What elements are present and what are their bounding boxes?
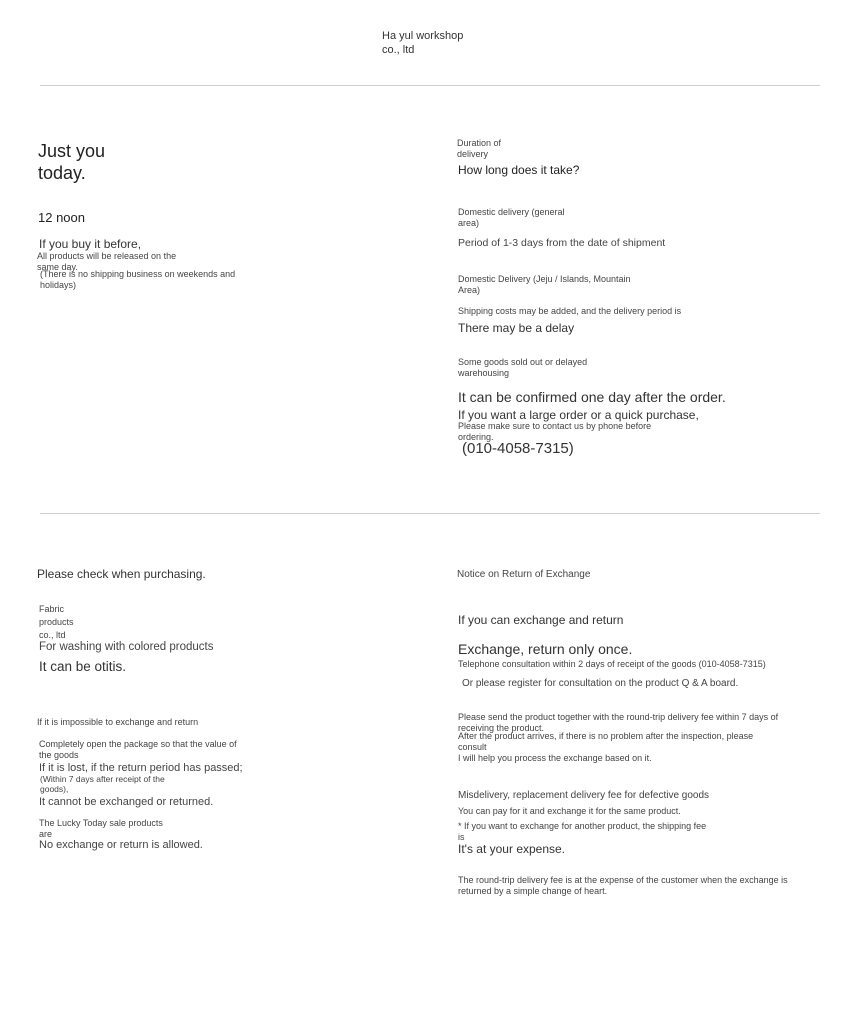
jeju-area-line2: Area)	[458, 285, 481, 295]
no-shipping-line1: (There is no shipping business on weekends and	[40, 269, 236, 279]
buy-before-text: If you buy it before,	[39, 237, 142, 251]
delivery-title-line2: today.	[38, 163, 86, 183]
jeju-area-label	[458, 274, 631, 296]
contact-note-line1: Please make sure to contact us by phone before	[458, 421, 652, 431]
washing-note: For washing with colored products	[39, 641, 214, 653]
divider-top	[40, 85, 820, 86]
no-shipping-note	[40, 269, 235, 291]
soldout-line2: warehousing	[458, 368, 510, 378]
impossible-title: If it is impossible to exchange and return	[37, 717, 199, 727]
pay-note: You can pay for it and exchange it for the same product.	[458, 806, 681, 816]
send-line2: receiving the product.	[458, 723, 545, 733]
fabric-line1: Fabric	[39, 604, 65, 614]
roundtrip-line1: The round-trip delivery fee is at the expense of the customer when the exchange is	[458, 875, 788, 885]
no-shipping-line2: holidays)	[40, 280, 77, 290]
soldout-line1: Some goods sold out or delayed	[458, 357, 588, 367]
company-name-line1: Ha yul workshop	[382, 30, 464, 42]
jeju-delay-note: There may be a delay	[458, 321, 575, 335]
fabric-line2: products	[39, 617, 74, 627]
arrives-line1: After the product arrives, if there is no problem after the inspection, please	[458, 731, 754, 741]
purchase-title: Please check when purchasing.	[37, 567, 206, 581]
another-product-line1: * If you want to exchange for another product, the shipping fee	[458, 821, 707, 831]
telephone-note: Telephone consultation within 2 days of receipt of the goods (010-4058-7315)	[458, 659, 766, 669]
another-product-line2: is	[458, 832, 465, 842]
another-product-note	[458, 821, 706, 843]
delivery-title	[38, 140, 105, 184]
within-line2: goods),	[40, 784, 69, 794]
arrives-note	[458, 731, 753, 753]
cutoff-time: 12 noon	[38, 210, 85, 225]
roundtrip-note	[458, 875, 788, 897]
lucky-line2: are	[39, 829, 53, 839]
general-area-label	[458, 207, 565, 229]
general-area-line2: area)	[458, 218, 480, 228]
roundtrip-line2: returned by a simple change of heart.	[458, 886, 608, 896]
fabric-label	[39, 603, 74, 642]
duration-label-line1: Duration of	[457, 138, 502, 148]
arrives-line2: consult	[458, 742, 487, 752]
delivery-title-line1: Just you	[38, 141, 106, 161]
large-order-note: If you want a large order or a quick purchase,	[458, 408, 699, 422]
open-package-line1: Completely open the package so that the value of	[39, 739, 237, 749]
exchange-title: Notice on Return of Exchange	[457, 569, 591, 580]
duration-label-line2: delivery	[457, 149, 489, 159]
lucky-line1: The Lucky Today sale products	[39, 818, 163, 828]
otitis-note: It can be otitis.	[39, 659, 127, 674]
can-exchange-title: If you can exchange and return	[458, 613, 624, 627]
release-note-line2: same day.	[37, 262, 78, 272]
exchange-once: Exchange, return only once.	[458, 641, 633, 657]
delivery-question: How long does it take?	[458, 163, 580, 177]
help-note: I will help you process the exchange based on it.	[458, 753, 652, 763]
general-period: Period of 1-3 days from the date of shipment	[458, 237, 666, 249]
send-line1: Please send the product together with the round-trip delivery fee within 7 days of	[458, 712, 779, 722]
open-package-note	[39, 739, 237, 761]
expense-note: It's at your expense.	[458, 842, 566, 856]
jeju-cost-note: Shipping costs may be added, and the delivery period is	[458, 306, 682, 316]
open-package-line2: the goods	[39, 750, 79, 760]
divider-middle	[40, 513, 820, 514]
no-exchange-note: No exchange or return is allowed.	[39, 839, 203, 851]
soldout-label	[458, 357, 587, 379]
release-note-line1: All products will be released on the	[37, 251, 177, 261]
lost-note: If it is lost, if the return period has passed;	[39, 762, 243, 774]
general-area-line1: Domestic delivery (general	[458, 207, 565, 217]
duration-label	[457, 138, 501, 160]
company-name-line2: co., ltd	[382, 44, 415, 56]
within-note	[40, 774, 165, 794]
within-line1: (Within 7 days after receipt of the	[40, 774, 165, 784]
phone-number: (010-4058-7315)	[462, 440, 574, 457]
register-note: Or please register for consultation on the product Q & A board.	[462, 678, 739, 689]
fabric-line3: co., ltd	[39, 630, 66, 640]
lucky-note	[39, 818, 163, 840]
cannot-note: It cannot be exchanged or returned.	[39, 796, 214, 808]
contact-note-line2: ordering.	[458, 432, 494, 442]
company-name	[382, 29, 463, 57]
jeju-area-line1: Domestic Delivery (Jeju / Islands, Mountain	[458, 274, 631, 284]
misdelivery-title: Misdelivery, replacement delivery fee for defective goods	[458, 790, 710, 801]
confirm-note: It can be confirmed one day after the order.	[458, 389, 726, 405]
